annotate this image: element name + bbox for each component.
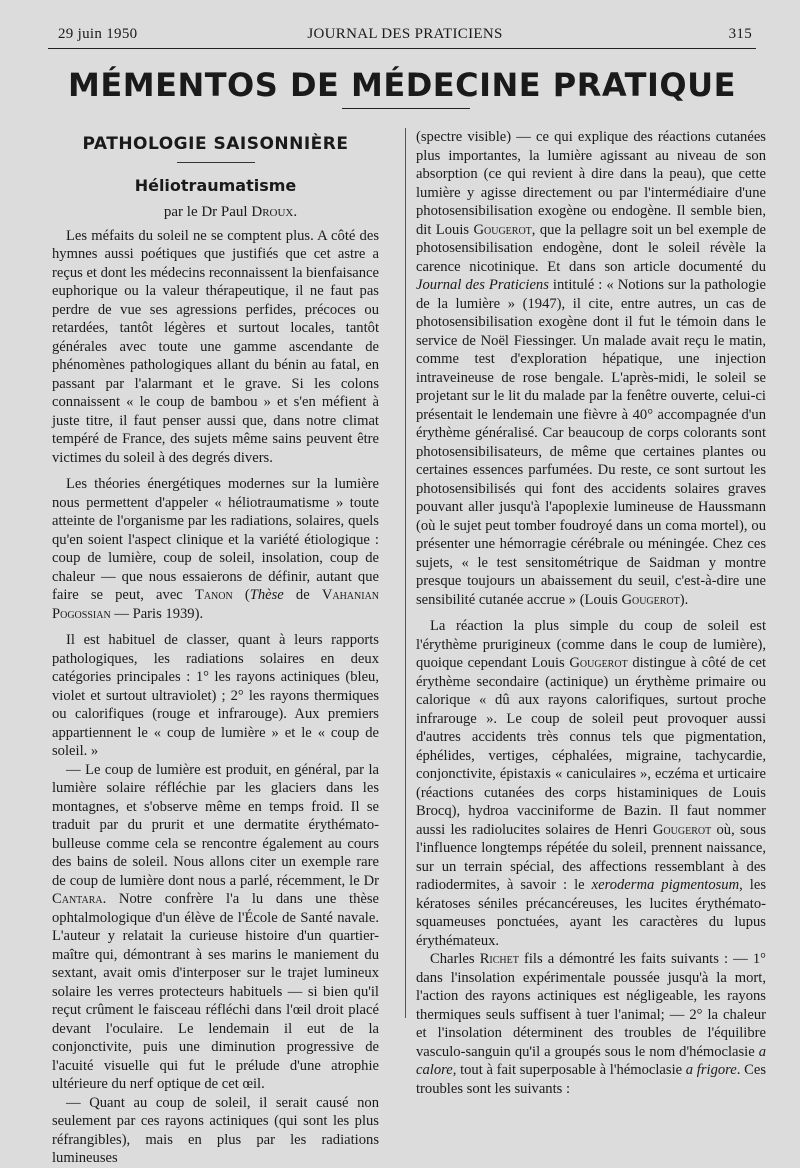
- page-number: 315: [728, 26, 752, 42]
- paragraph: Charles Richet fils a démontré les faits suivants : — 1° dans l'insolation expérimentale poussée jusqu'à la mort, l'action des rayons actiniques est négligeable, les rayons thermiques seuls suffisent à tuer l'animal; — 2° la chaleur et l'insolation déterminent des troubles de l'équilibre vasculo-sanguin qu'il a groupés sous le nom d'hémoclasie a calore, tout à fait superposable à l'hémoclasie a frigore. Ces troubles sont les suivants :: [416, 951, 767, 1097]
- right-column: [416, 128, 766, 1098]
- header-rule: [48, 48, 756, 49]
- paragraph: La réaction la plus simple du coup de soleil est l'érythème prurigineux (comme dans le coup de lumière), quoique cependant Louis Gougerot distingue à côté de cet érythème secondaire (actinique) un érythème primaire ou calorique « dû aux rayons calorifiques, surtout proche infrarouge ». Le coup de soleil peut provoquer aussi d'autres accidents très connus tels que pigmentation, éphélides, vertiges, céphalées, migraine, tachycardie, conjonctivite, épistaxis « caniculaires », eczéma et urticaire (réactions cutanées des corps histaminiques de Louis Brocq), hydroa vacciniforme de Bazin. Il faut nommer aussi les radiolucites solaires de Henri Gougerot où, sous l'influence longtemps répétée du soleil, prennent naissance, sur un terrain spécial, des affections ressemblant à des radiodermites, à savoir : le xeroderma pigmentosum, les kératoses séniles précancéreuses, les lucites érythémato-squameuses ponctuées, ayant les caractères du lupus érythémateux.: [416, 618, 767, 949]
- running-header: [58, 26, 752, 46]
- paragraph: Il est habituel de classer, quant à leurs rapports pathologiques, les radiations solaires en deux catégories principales : 1° les rayons actiniques (bleu, violet et surtout ultraviolet) ; 2° les rayons thermiques ou calorifiques (rouge et infrarouge). Aux premiers appartiennent le « coup de lumière » et le « coup de soleil. »: [52, 632, 379, 759]
- paragraph: (spectre visible) — ce qui explique des réactions cutanées plus importantes, la lumière agissant au niveau de son absorption (ce qui revient à dire dans la peau), que cette lumière y agisse directement ou par l'intermédiaire d'une photosensibilisation exogène ou endogène. Il semble bien, dit Louis Gougerot, que la pellagre soit un bel exemple de photosensibilisation endogène, dont le soleil révèle la carence nicotinique. Et dans son article documenté du Journal des Praticiens intitulé : « Notions sur la pathologie de la lumière » (1947), il cite, entre autres, un cas de photosensibilisation exogène dont il fut le témoin dans le service de Noël Fiessinger. Un malade avait reçu le matin, comme test d'exploration hépatique, une injection intraveineuse de rose bengale. L'après-midi, le soleil se projetant sur le lit du malade par la fenêtre ouverte, celui-ci présentait le lendemain une fièvre à 40° accompagnée d'un érythème généralisé. Car beaucoup de corps colorants sont photosensibilisateurs, de même que certaines plantes ou certaines essences parfumées. Du reste, ce sont surtout les photosensibilisés qui font des accidents solaires graves pouvant aller jusqu'à l'apoplexie lumineuse de Haussmann (où le sujet peut tomber foudroyé dans un coma mortel), ou présenter une hémorragie cérébrale ou méningée. Chez ces sujets, « le test sensitométrique de Saidman y montre presque toujours un abaissement du seuil, c'est-à-dire une sensibilité cutanée accrue » (Louis Gougerot).: [416, 129, 766, 608]
- article-title: Héliotraumatisme: [134, 175, 297, 195]
- main-title: MÉMENTOS DE MÉDECINE PRATIQUE: [68, 66, 736, 104]
- issue-date: 29 juin 1950: [58, 26, 138, 42]
- section-rule: [177, 162, 255, 163]
- paragraph: Les méfaits du soleil ne se comptent plus. A côté des hymnes aussi poétiques que justifiés que cet astre a reçus et dont les médecins reconnaissent la bienfaisance euphorique ou la valeur thérapeutique, il ne faut pas perdre de vue ses agressions perfides, précoces ou retardées, tantôt légères et surtout locales, tantôt générales avec toute une gamme ascendante de phénomènes pathologiques allant du bénin au fatal, en passant par l'alarmant et le grave. Si les colons connaissent « le coup de bambou » et s'en méfient à juste titre, il faut penser aussi que, dans notre climat tempéré de France, des sujets même sains peuvent être victimes du soleil à des degrés divers.: [52, 227, 380, 466]
- paragraph: — Quant au coup de soleil, il serait causé non seulement par ces rayons actiniques (qui sont les plus réfrangibles), mais en plus par les radiations lumineuses: [52, 1094, 379, 1166]
- paragraph: Les théories énergétiques modernes sur la lumière nous permettent d'appeler « héliotraumatisme » toute atteinte de l'organisme par les radiations, solaires, quels qu'en soient l'aspect clinique et la variété étiologique : coup de lumière, coup de soleil, insolation, coup de chaleur — que nous essaierons de définir, autant que faire se peut, avec Tanon (Thèse de Vahanian Pogossian — Paris 1939).: [52, 476, 380, 622]
- title-rule: [342, 108, 470, 109]
- paragraph: — Le coup de lumière est produit, en général, par la lumière solaire réfléchie par les glaciers dans les montagnes, et s'observe même en temps froid. Il se traduit par du prurit et une dermatite érythémato-bulleuse comme cela se rencontre également au cours des bains de soleil. Nous allons citer un exemple rare de coup de lumière dont nous a parlé, récemment, le Dr Cantara. Notre confrère l'a lu dans une thèse ophtalmologique d'un élève de l'École de Santé navale. L'auteur y relatait la curieuse histoire d'un quartier-maître qui, démontrant à ses marins le maniement du sextant, avait omis d'interposer sur le trajet lumineux solaire les verres protecteurs habituels — si bien qu'il reçut crûment le faisceau réfléchi dans l'œil droit placé devant l'oculaire. Le lendemain il eut de la conjonctivite, puis une diminution progressive de l'acuité visuelle qui fut le prélude d'une atrophie ultérieure du nerf optique de cet œil.: [52, 761, 379, 1092]
- section-title: PATHOLOGIE SAISONNIÈRE: [82, 134, 349, 154]
- left-column: [52, 130, 379, 1168]
- byline: [82, 203, 379, 222]
- author-name: Droux.: [251, 204, 298, 220]
- journal-name: JOURNAL DES PRATICIENS: [307, 26, 503, 42]
- byline-prefix: par le Dr Paul: [163, 204, 252, 220]
- column-divider: [405, 128, 406, 1018]
